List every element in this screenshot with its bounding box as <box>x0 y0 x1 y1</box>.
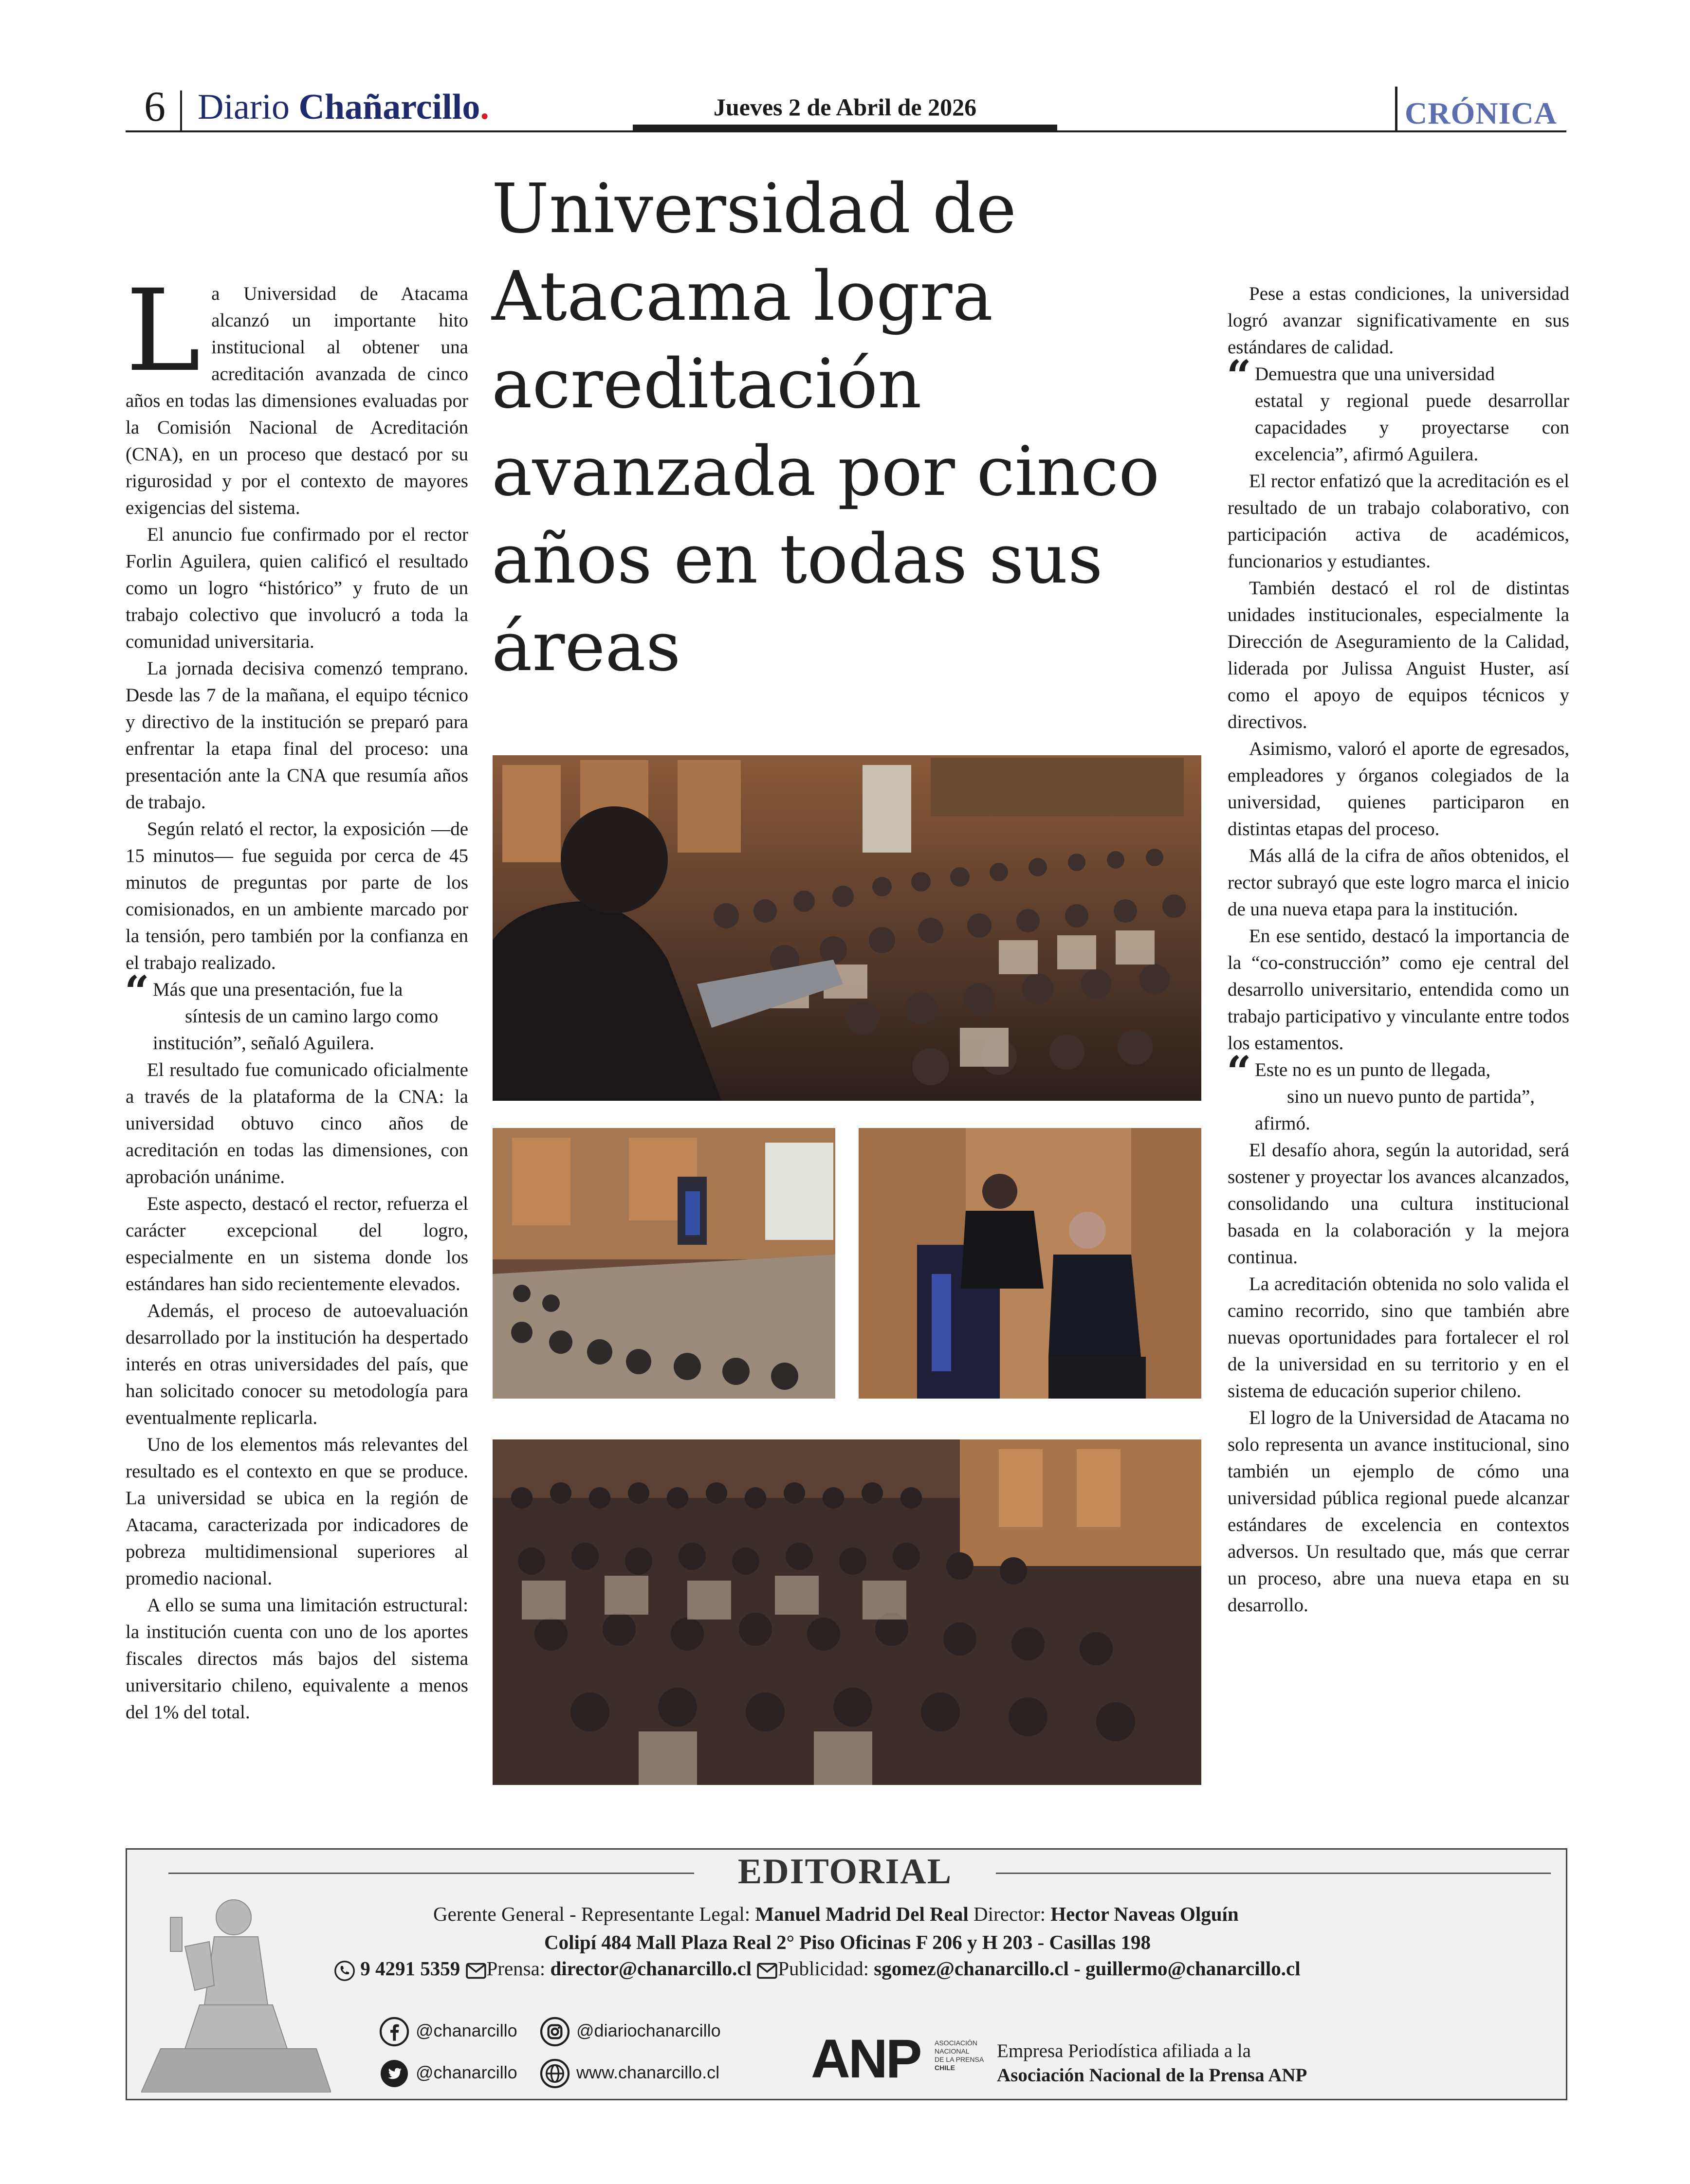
twitter-icon <box>379 2058 410 2089</box>
pull-quote: “ Este no es un punto de llegada, sino un nuevo punto de partida”, afirmó. <box>1227 1046 1535 1134</box>
editorial-rule-right <box>996 1873 1551 1874</box>
paragraph: El anuncio fue confirmado por el rector Forlin Aguilera, quien calificó el resultado como un logro “histórico” y fruto de un trabajo colectivo que involucró a toda la comunidad universitaria. <box>126 524 468 652</box>
issue-date: Jueves 2 de Abril de 2026 <box>713 93 977 121</box>
paragraph: El logro de la Universidad de Atacama no solo representa un avance institucional, sino también un ejemplo de cómo una universidad pública regional puede alcanzar estándares de excelencia en contextos adversos. Un resultado que, más que cerrar un proceso, abre una nueva etapa en su desarrollo. <box>1228 1407 1569 1616</box>
paragraph: El desafío ahora, según la autoridad, será sostener y proyectar los avances alcanzados, consolidando una cultura institucional basada en la colaboración y la mejora continua. <box>1228 1140 1569 1268</box>
paragraph: Uno de los elementos más relevantes del resultado es el contexto en que se produce. La universidad se ubica en la región de Atacama, caracterizada por indicadores de pobreza multidimensional superiores al promedio nacional. <box>126 1434 468 1589</box>
header-rule <box>126 130 1566 132</box>
ads-emails[interactable]: sgomez@chanarcillo.cl - guillermo@chanarcillo.cl <box>874 1957 1301 1980</box>
paragraph: La jornada decisiva comenzó temprano. Desde las 7 de la mañana, el equipo técnico y directivo de la institución se preparó para enfrentar la etapa final del proceso: una presentación ante la CNA que resumía años de trabajo. <box>126 658 468 813</box>
phone-icon <box>334 1960 355 1982</box>
masthead <box>198 88 489 127</box>
quote-mark-icon: “ <box>125 966 149 1017</box>
header-divider <box>180 91 182 130</box>
instagram-icon <box>539 2016 570 2047</box>
monument-illustration <box>141 1888 331 2093</box>
quote-mark-icon: “ <box>1227 1046 1251 1097</box>
instagram-link[interactable]: @diariochanarcillo <box>539 2014 721 2048</box>
photo-auditorium-speaker-back <box>493 755 1201 1101</box>
twitter-link[interactable]: @chanarcillo <box>379 2056 517 2090</box>
anp-logo: ANP <box>811 2028 920 2089</box>
website-link[interactable]: www.chanarcillo.cl <box>539 2056 719 2090</box>
facebook-link[interactable]: @chanarcillo <box>379 2014 517 2048</box>
article-headline: Universidad de Atacama logra acreditación avanzada por cinco años en todas sus áreas <box>492 169 1160 687</box>
section-divider <box>1395 87 1397 131</box>
paragraph: A ello se suma una limitación estructural: la institución cuenta con uno de los aportes fiscales directos más bajos del sistema universitario chileno, equivalente a menos del 1% del total. <box>126 1595 468 1723</box>
paragraph: Según relató el rector, la exposición —de 15 minutos— fue seguida por cerca de 45 minutos de preguntas por parte de los comisionados, en un ambiente marcado por la tensión, pero también por la confianza en el trabajo realizado. <box>126 819 468 973</box>
masthead-bold: Chañarcillo <box>298 87 480 127</box>
contact-line: 9 4291 5359 Prensa: director@chanarcillo.cl Publicidad: sgomez@chanarcillo.cl - guillermo@chanarcillo.cl <box>334 1956 1301 1982</box>
paragraph: La acreditación obtenida no solo valida el camino recorrido, sino que también abre nuevas oportunidades para fortalecer el rol de la universidad en su territorio y en el sistema de educación superior chileno. <box>1228 1274 1569 1401</box>
editorial-title: EDITORIAL <box>737 1852 953 1892</box>
press-email[interactable]: director@chanarcillo.cl <box>550 1957 752 1980</box>
dropcap: L <box>126 265 201 397</box>
page-number: 6 <box>144 83 165 130</box>
article-column-right <box>1228 280 1569 1619</box>
mail-icon <box>465 1962 487 1980</box>
editorial-rule-left <box>168 1873 694 1874</box>
mail-icon <box>756 1962 778 1980</box>
photo-auditorium-wide <box>493 1128 835 1399</box>
paragraph: Asimismo, valoró el aporte de egresados, empleadores y órganos colegiados de la universidad, quienes participaron en distintas etapas del proceso. <box>1228 738 1569 839</box>
globe-icon <box>539 2058 570 2089</box>
paragraph: En ese sentido, destacó la importancia de la “co-construcción” como eje central del desarrollo universitario, entendida como un trabajo participativo y vinculante entre todos los estamentos. <box>1228 926 1569 1054</box>
section-label: CRÓNICA <box>1405 96 1557 130</box>
paragraph: La Universidad de Atacama alcanzó un importante hito institucional al obtener una acreditación avanzada de cinco años en todas las dimensiones evaluadas por la Comisión Nacional de Acreditación (CNA), en un proceso que destacó por su rigurosidad y por el contexto de mayores exigencias del sistema. <box>126 265 468 518</box>
pull-quote: “ Más que una presentación, fue la síntesis de un camino largo como institución”, señaló Aguilera. <box>125 966 439 1054</box>
anp-affiliation: Empresa Periodística afiliada a la Asociación Nacional de la Prensa ANP <box>997 2040 1307 2086</box>
paragraph: Además, el proceso de autoevaluación desarrollado por la institución ha despertado interés en otras universidades del país, que han solicitado conocer su metodología para eventualmente replicarla. <box>126 1300 468 1428</box>
article-column-left <box>125 265 468 1726</box>
facebook-icon <box>379 2016 410 2047</box>
photo-audience-applause <box>493 1439 1201 1785</box>
paragraph: Pese a estas condiciones, la universidad logró avanzar significativamente en sus estándares de calidad. <box>1228 283 1569 358</box>
photo-rector-at-podium <box>859 1128 1201 1399</box>
paragraph: Más allá de la cifra de años obtenidos, el rector subrayó que este logro marca el inicio de una nueva etapa para la institución. <box>1228 845 1569 920</box>
paragraph: Este aspecto, destacó el rector, refuerza el carácter excepcional del logro, especialmente en un sistema donde los estándares han sido recientemente elevados. <box>126 1193 468 1294</box>
masthead-dot: . <box>480 87 489 127</box>
anp-logo-caption: ASOCIACIÓN NACIONAL DE LA PRENSA CHILE <box>935 2039 984 2072</box>
pull-quote: “ Demuestra que una universidad estatal y regional puede desarrollar capacidades y proyectarse con excelencia”, afirmó Aguilera. <box>1227 350 1569 465</box>
paragraph: El resultado fue comunicado oficialmente a través de la plataforma de la CNA: la universidad obtuvo cinco años de acreditación en todas las dimensiones, con aprobación unánime. <box>126 1059 468 1187</box>
paragraph: También destacó el rol de distintas unidades institucionales, especialmente la Dirección de Aseguramiento de la Calidad, liderada por Julissa Anguist Huster, así como el apoyo de equipos técnicos y directivos. <box>1228 578 1569 732</box>
paragraph: El rector enfatizó que la acreditación es el resultado de un trabajo colaborativo, con participación activa de académicos, funcionarios y estudiantes. <box>1228 471 1569 572</box>
quote-mark-icon: “ <box>1227 350 1251 401</box>
masthead-regular: Diario <box>198 87 299 127</box>
address-line: Colipí 484 Mall Plaza Real 2° Piso Oficinas F 206 y H 203 - Casillas 198 <box>544 1931 1151 1953</box>
management-line: Gerente General - Representante Legal: Manuel Madrid Del Real Director: Hector Naveas Olguín <box>433 1903 1239 1925</box>
